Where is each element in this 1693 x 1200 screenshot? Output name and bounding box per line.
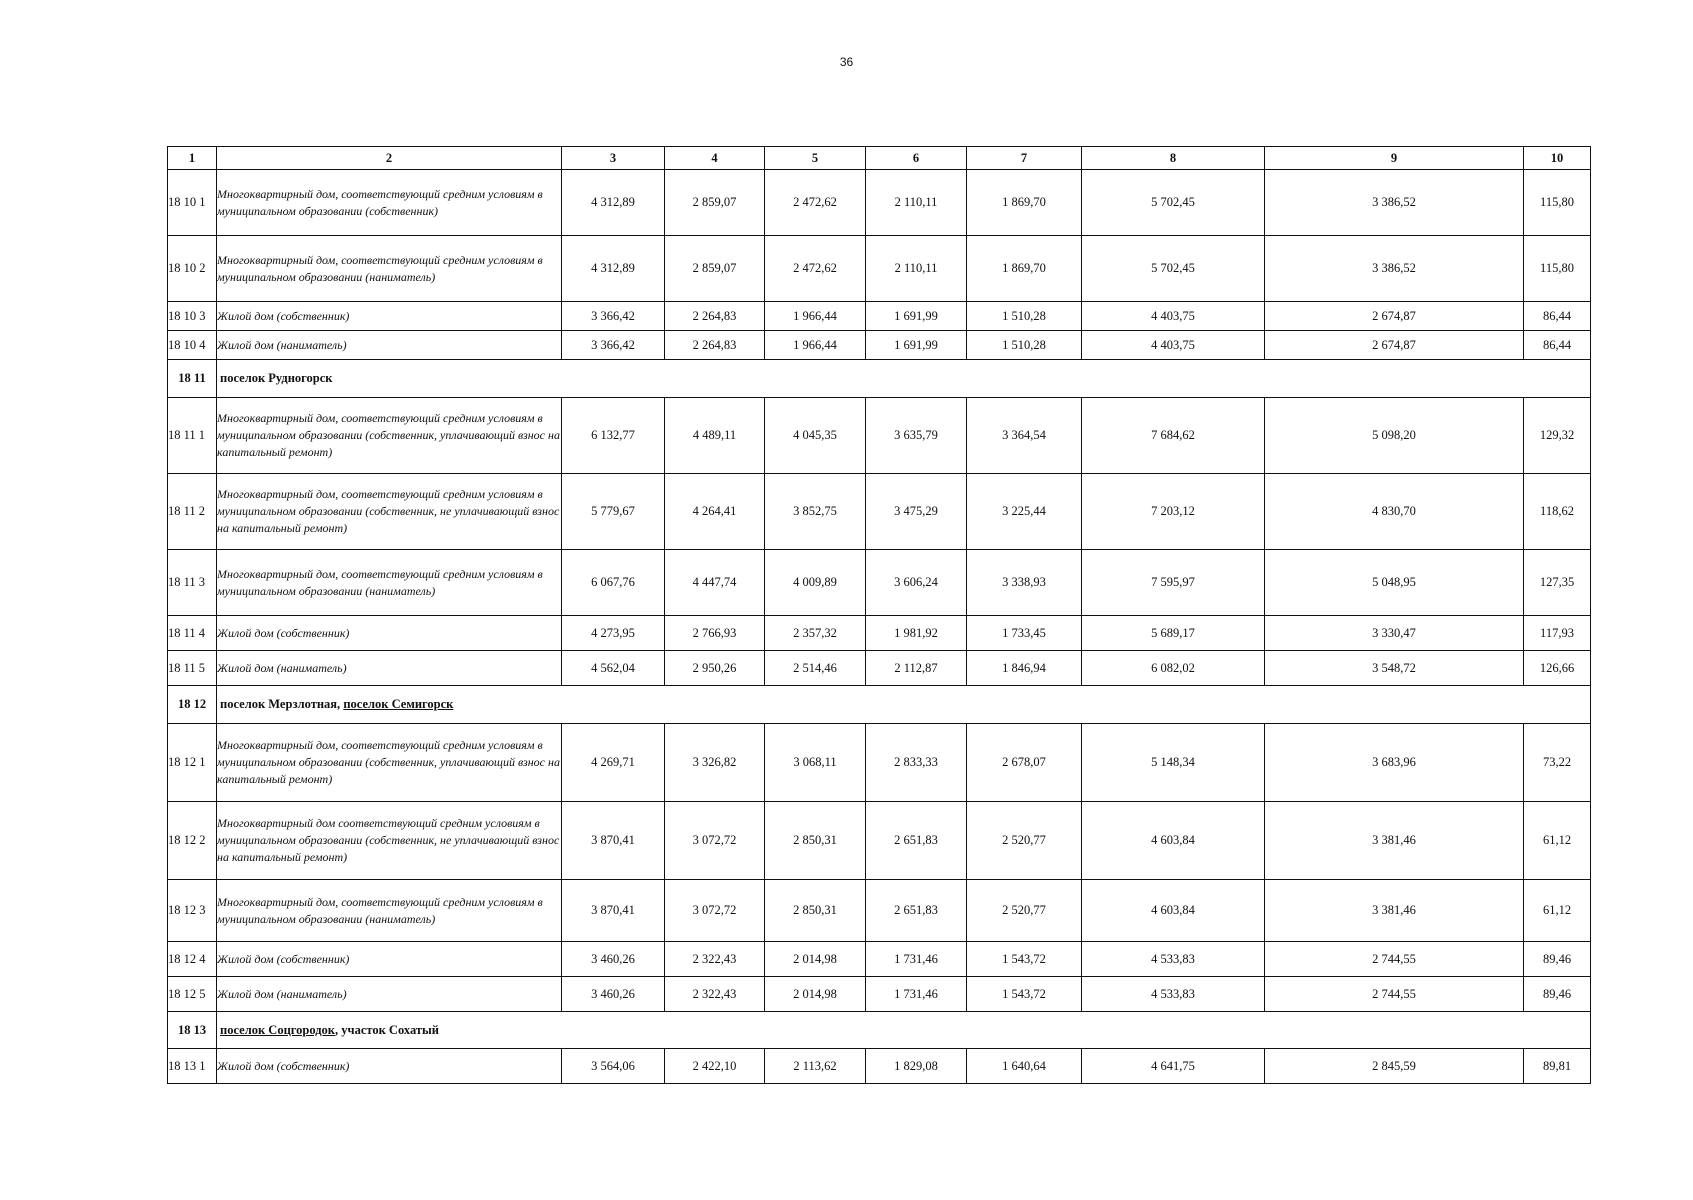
table-row xyxy=(168,236,1591,302)
value-cell: 7 595,97 xyxy=(1082,550,1265,616)
value-cell: 1 869,70 xyxy=(967,236,1082,302)
value-cell: 6 082,02 xyxy=(1082,651,1265,686)
row-code: 18 11 1 xyxy=(168,398,217,474)
table-body xyxy=(168,170,1591,1084)
row-code: 18 13 xyxy=(168,1012,217,1049)
value-cell: 2 651,83 xyxy=(866,880,967,942)
value-cell: 4 641,75 xyxy=(1082,1049,1265,1084)
row-code: 18 12 3 xyxy=(168,880,217,942)
table-row xyxy=(168,398,1591,474)
value-cell: 3 852,75 xyxy=(765,474,866,550)
table-row xyxy=(168,942,1591,977)
section-title xyxy=(217,1012,1591,1049)
value-cell: 6 132,77 xyxy=(562,398,665,474)
value-cell: 6 067,76 xyxy=(562,550,665,616)
value-cell: 3 068,11 xyxy=(765,724,866,802)
value-cell: 4 264,41 xyxy=(665,474,765,550)
value-cell: 1 510,28 xyxy=(967,302,1082,331)
value-cell: 2 859,07 xyxy=(665,236,765,302)
section-row xyxy=(168,686,1591,724)
row-code: 18 12 5 xyxy=(168,977,217,1012)
value-cell: 61,12 xyxy=(1524,880,1591,942)
value-cell: 7 684,62 xyxy=(1082,398,1265,474)
section-title-part: поселок Рудногорск xyxy=(220,371,333,385)
table-row xyxy=(168,880,1591,942)
value-cell: 1 691,99 xyxy=(866,331,967,360)
row-name: Жилой дом (наниматель) xyxy=(217,331,562,360)
row-name: Жилой дом (собственник) xyxy=(217,1049,562,1084)
value-cell: 2 472,62 xyxy=(765,170,866,236)
value-cell: 1 731,46 xyxy=(866,942,967,977)
table-row xyxy=(168,170,1591,236)
header-cell: 8 xyxy=(1082,147,1265,170)
header-cell: 7 xyxy=(967,147,1082,170)
value-cell: 1 731,46 xyxy=(866,977,967,1012)
row-code: 18 13 1 xyxy=(168,1049,217,1084)
value-cell: 5 148,34 xyxy=(1082,724,1265,802)
value-cell: 129,32 xyxy=(1524,398,1591,474)
table-row xyxy=(168,651,1591,686)
row-code: 18 10 4 xyxy=(168,331,217,360)
value-cell: 86,44 xyxy=(1524,331,1591,360)
value-cell: 2 014,98 xyxy=(765,977,866,1012)
value-cell: 118,62 xyxy=(1524,474,1591,550)
value-cell: 115,80 xyxy=(1524,170,1591,236)
value-cell: 4 403,75 xyxy=(1082,302,1265,331)
header-cell: 5 xyxy=(765,147,866,170)
value-cell: 1 640,64 xyxy=(967,1049,1082,1084)
value-cell: 2 850,31 xyxy=(765,802,866,880)
row-code: 18 11 4 xyxy=(168,616,217,651)
table-row xyxy=(168,550,1591,616)
header-cell: 2 xyxy=(217,147,562,170)
header-cell: 1 xyxy=(168,147,217,170)
value-cell: 2 264,83 xyxy=(665,331,765,360)
row-code: 18 11 5 xyxy=(168,651,217,686)
value-cell: 3 072,72 xyxy=(665,880,765,942)
value-cell: 2 674,87 xyxy=(1265,331,1524,360)
value-cell: 4 562,04 xyxy=(562,651,665,686)
value-cell: 2 520,77 xyxy=(967,802,1082,880)
value-cell: 1 543,72 xyxy=(967,942,1082,977)
value-cell: 3 386,52 xyxy=(1265,170,1524,236)
header-cell: 6 xyxy=(866,147,967,170)
row-name: Жилой дом (собственник) xyxy=(217,942,562,977)
value-cell: 2 264,83 xyxy=(665,302,765,331)
row-name: Многоквартирный дом, соответствующий средним условиям в муниципальном образовании (наниматель) xyxy=(217,550,562,616)
value-cell: 3 330,47 xyxy=(1265,616,1524,651)
value-cell: 2 651,83 xyxy=(866,802,967,880)
page-number: 36 xyxy=(839,55,854,69)
value-cell: 2 112,87 xyxy=(866,651,967,686)
row-code: 18 12 4 xyxy=(168,942,217,977)
value-cell: 2 113,62 xyxy=(765,1049,866,1084)
value-cell: 1 510,28 xyxy=(967,331,1082,360)
value-cell: 3 366,42 xyxy=(562,302,665,331)
table-row xyxy=(168,331,1591,360)
value-cell: 89,46 xyxy=(1524,977,1591,1012)
table-row xyxy=(168,977,1591,1012)
table-row xyxy=(168,302,1591,331)
value-cell: 3 460,26 xyxy=(562,942,665,977)
value-cell: 3 338,93 xyxy=(967,550,1082,616)
row-code: 18 11 2 xyxy=(168,474,217,550)
value-cell: 2 833,33 xyxy=(866,724,967,802)
row-name: Многоквартирный дом, соответствующий средним условиям в муниципальном образовании (наниматель) xyxy=(217,236,562,302)
row-name: Жилой дом (наниматель) xyxy=(217,977,562,1012)
value-cell: 4 045,35 xyxy=(765,398,866,474)
value-cell: 3 460,26 xyxy=(562,977,665,1012)
value-cell: 3 381,46 xyxy=(1265,880,1524,942)
value-cell: 89,81 xyxy=(1524,1049,1591,1084)
value-cell: 4 489,11 xyxy=(665,398,765,474)
row-code: 18 10 2 xyxy=(168,236,217,302)
value-cell: 2 850,31 xyxy=(765,880,866,942)
value-cell: 4 447,74 xyxy=(665,550,765,616)
value-cell: 1 966,44 xyxy=(765,302,866,331)
value-cell: 3 683,96 xyxy=(1265,724,1524,802)
table-row xyxy=(168,724,1591,802)
value-cell: 3 870,41 xyxy=(562,880,665,942)
value-cell: 5 048,95 xyxy=(1265,550,1524,616)
value-cell: 2 744,55 xyxy=(1265,942,1524,977)
row-name: Жилой дом (наниматель) xyxy=(217,651,562,686)
value-cell: 2 472,62 xyxy=(765,236,866,302)
section-row xyxy=(168,360,1591,398)
value-cell: 7 203,12 xyxy=(1082,474,1265,550)
value-cell: 2 322,43 xyxy=(665,977,765,1012)
tariff-table xyxy=(167,146,1591,1084)
header-cell: 9 xyxy=(1265,147,1524,170)
row-code: 18 10 1 xyxy=(168,170,217,236)
table-header-row xyxy=(168,147,1591,170)
value-cell: 3 366,42 xyxy=(562,331,665,360)
value-cell: 2 520,77 xyxy=(967,880,1082,942)
value-cell: 4 533,83 xyxy=(1082,942,1265,977)
value-cell: 5 702,45 xyxy=(1082,236,1265,302)
value-cell: 1 869,70 xyxy=(967,170,1082,236)
value-cell: 1 829,08 xyxy=(866,1049,967,1084)
value-cell: 4 603,84 xyxy=(1082,880,1265,942)
value-cell: 2 014,98 xyxy=(765,942,866,977)
value-cell: 5 689,17 xyxy=(1082,616,1265,651)
value-cell: 2 950,26 xyxy=(665,651,765,686)
value-cell: 2 845,59 xyxy=(1265,1049,1524,1084)
header-cell: 4 xyxy=(665,147,765,170)
row-name: Многоквартирный дом, соответствующий средним условиям в муниципальном образовании (собственник, уплачивающий взнос на капитальный ремонт) xyxy=(217,398,562,474)
value-cell: 126,66 xyxy=(1524,651,1591,686)
table-row xyxy=(168,616,1591,651)
value-cell: 3 870,41 xyxy=(562,802,665,880)
value-cell: 5 779,67 xyxy=(562,474,665,550)
value-cell: 5 098,20 xyxy=(1265,398,1524,474)
row-name: Жилой дом (собственник) xyxy=(217,616,562,651)
value-cell: 2 674,87 xyxy=(1265,302,1524,331)
header-cell: 3 xyxy=(562,147,665,170)
row-code: 18 12 xyxy=(168,686,217,724)
section-title xyxy=(217,360,1591,398)
row-code: 18 11 3 xyxy=(168,550,217,616)
table-row xyxy=(168,802,1591,880)
row-name: Многоквартирный дом, соответствующий средним условиям в муниципальном образовании (собственник, не уплачивающий взнос на капитальный ремонт) xyxy=(217,474,562,550)
value-cell: 3 606,24 xyxy=(866,550,967,616)
value-cell: 4 603,84 xyxy=(1082,802,1265,880)
value-cell: 3 326,82 xyxy=(665,724,765,802)
value-cell: 4 533,83 xyxy=(1082,977,1265,1012)
row-code: 18 11 xyxy=(168,360,217,398)
section-title-part: поселок Семигорск xyxy=(343,697,454,711)
value-cell: 61,12 xyxy=(1524,802,1591,880)
value-cell: 1 981,92 xyxy=(866,616,967,651)
value-cell: 4 312,89 xyxy=(562,236,665,302)
row-name: Жилой дом (собственник) xyxy=(217,302,562,331)
value-cell: 4 312,89 xyxy=(562,170,665,236)
value-cell: 3 548,72 xyxy=(1265,651,1524,686)
value-cell: 3 225,44 xyxy=(967,474,1082,550)
value-cell: 1 543,72 xyxy=(967,977,1082,1012)
value-cell: 4 009,89 xyxy=(765,550,866,616)
value-cell: 2 357,32 xyxy=(765,616,866,651)
row-code: 18 12 1 xyxy=(168,724,217,802)
value-cell: 2 110,11 xyxy=(866,170,967,236)
value-cell: 3 386,52 xyxy=(1265,236,1524,302)
value-cell: 1 966,44 xyxy=(765,331,866,360)
row-code: 18 12 2 xyxy=(168,802,217,880)
value-cell: 2 110,11 xyxy=(866,236,967,302)
value-cell: 3 364,54 xyxy=(967,398,1082,474)
value-cell: 3 635,79 xyxy=(866,398,967,474)
value-cell: 5 702,45 xyxy=(1082,170,1265,236)
value-cell: 2 678,07 xyxy=(967,724,1082,802)
row-name: Многоквартирный дом, соответствующий средним условиям в муниципальном образовании (собственник, уплачивающий взнос на капитальный ремонт) xyxy=(217,724,562,802)
row-name: Многоквартирный дом, соответствующий средним условиям в муниципальном образовании (собственник) xyxy=(217,170,562,236)
row-name: Многоквартирный дом соответствующий средним условиям в муниципальном образовании (собственник, не уплачивающий взнос на капитальный ремонт) xyxy=(217,802,562,880)
value-cell: 4 830,70 xyxy=(1265,474,1524,550)
value-cell: 2 514,46 xyxy=(765,651,866,686)
value-cell: 3 072,72 xyxy=(665,802,765,880)
value-cell: 2 744,55 xyxy=(1265,977,1524,1012)
section-title-part: поселок Мерзлотная, xyxy=(220,697,344,711)
value-cell: 115,80 xyxy=(1524,236,1591,302)
row-code: 18 10 3 xyxy=(168,302,217,331)
value-cell: 2 322,43 xyxy=(665,942,765,977)
section-row xyxy=(168,1012,1591,1049)
value-cell: 2 766,93 xyxy=(665,616,765,651)
value-cell: 4 269,71 xyxy=(562,724,665,802)
row-name: Многоквартирный дом, соответствующий средним условиям в муниципальном образовании (наниматель) xyxy=(217,880,562,942)
value-cell: 127,35 xyxy=(1524,550,1591,616)
table-row xyxy=(168,1049,1591,1084)
table-row xyxy=(168,474,1591,550)
value-cell: 86,44 xyxy=(1524,302,1591,331)
section-title xyxy=(217,686,1591,724)
value-cell: 1 733,45 xyxy=(967,616,1082,651)
section-title-part: , участок Сохатый xyxy=(335,1022,439,1037)
value-cell: 89,46 xyxy=(1524,942,1591,977)
value-cell: 3 564,06 xyxy=(562,1049,665,1084)
value-cell: 2 422,10 xyxy=(665,1049,765,1084)
value-cell: 4 403,75 xyxy=(1082,331,1265,360)
value-cell: 3 475,29 xyxy=(866,474,967,550)
value-cell: 1 691,99 xyxy=(866,302,967,331)
value-cell: 4 273,95 xyxy=(562,616,665,651)
value-cell: 117,93 xyxy=(1524,616,1591,651)
value-cell: 1 846,94 xyxy=(967,651,1082,686)
value-cell: 2 859,07 xyxy=(665,170,765,236)
section-title-part: поселок Соцгородок xyxy=(220,1022,336,1037)
header-cell: 10 xyxy=(1524,147,1591,170)
value-cell: 3 381,46 xyxy=(1265,802,1524,880)
value-cell: 73,22 xyxy=(1524,724,1591,802)
